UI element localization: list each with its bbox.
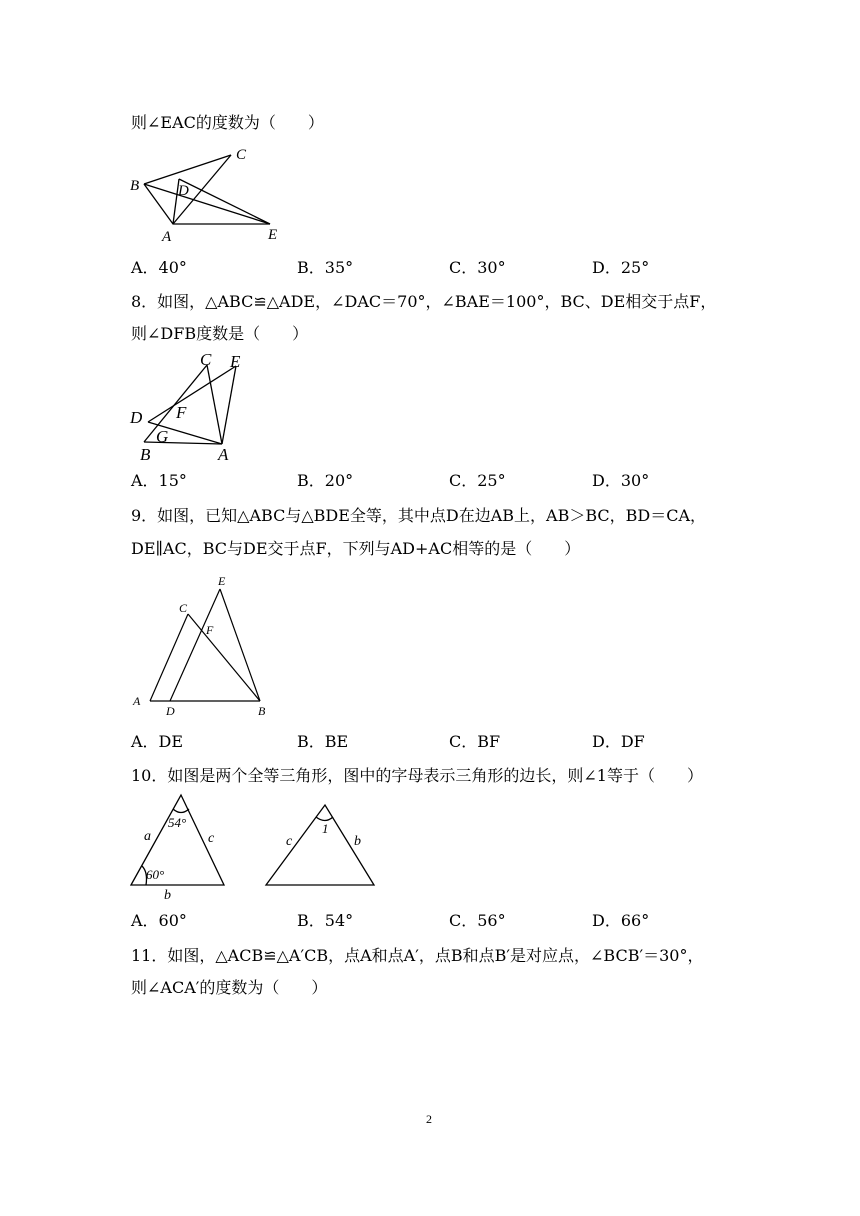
q10-figure-right: [260, 798, 380, 894]
q9-option-c[interactable]: C．BF: [449, 732, 501, 751]
q10-side-c-left: c: [208, 831, 215, 846]
q10-side-a: a: [144, 829, 151, 844]
q10-angle-1: 1: [322, 821, 329, 836]
q10-option-a[interactable]: A．60°: [131, 911, 187, 930]
q8-label-f: F: [176, 403, 187, 422]
q10-figure-left: [128, 790, 238, 906]
q10-option-b[interactable]: B．54°: [297, 911, 354, 930]
q9-stem-line1: 9．如图，已知△ABC与△BDE全等，其中点D在边AB上，AB＞BC，BD＝CA，: [131, 506, 707, 525]
q9-option-a[interactable]: A．DE: [131, 732, 184, 751]
q10-option-d[interactable]: D．66°: [592, 911, 650, 930]
q9-label-a: A: [133, 694, 141, 708]
q8-label-c: C: [200, 350, 212, 369]
q8-label-d: D: [130, 408, 143, 427]
q8-stem-line2: 则∠DFB度数是（ ）: [131, 324, 309, 343]
q9-option-b[interactable]: B．BE: [297, 732, 349, 751]
q9-figure: [128, 570, 276, 722]
q8-label-a: A: [218, 445, 229, 464]
q7-option-a[interactable]: A．40°: [131, 258, 187, 277]
q7-label-d: D: [178, 183, 189, 199]
q9-label-f: F: [206, 623, 214, 637]
page-number: 2: [426, 1112, 432, 1126]
q9-label-b: B: [258, 704, 266, 718]
q10-side-b-left: b: [164, 888, 171, 902]
q7-label-e: E: [268, 227, 278, 243]
q7-label-b: B: [130, 178, 140, 194]
q7-label-a: A: [162, 229, 172, 245]
q7-label-c: C: [236, 147, 247, 163]
q8-option-d[interactable]: D．30°: [592, 471, 650, 490]
q10-angle-54: 54°: [168, 815, 187, 830]
q9-label-d: D: [166, 704, 175, 718]
q10-side-c-right: c: [286, 834, 293, 849]
q10-angle-60: 60°: [146, 867, 165, 882]
q7-option-c[interactable]: C．30°: [449, 258, 506, 277]
q8-figure: [128, 348, 268, 468]
q11-stem-line2: 则∠ACA′的度数为（ ）: [131, 978, 328, 997]
q7-tail-line: 则∠EAC的度数为（ ）: [131, 113, 324, 132]
q7-option-d[interactable]: D．25°: [592, 258, 650, 277]
q10-stem-line1: 10．如图是两个全等三角形，图中的字母表示三角形的边长，则∠1等于（ ）: [131, 766, 703, 785]
q8-stem-line1: 8．如图，△ABC≌△ADE，∠DAC＝70°，∠BAE＝100°，BC、DE相交于点F，: [131, 292, 717, 311]
q8-label-e: E: [230, 352, 241, 371]
q9-option-d[interactable]: D．DF: [592, 732, 645, 751]
q9-label-e: E: [218, 574, 226, 588]
q7-figure: [128, 145, 288, 249]
q8-option-b[interactable]: B．20°: [297, 471, 354, 490]
q10-side-b-right: b: [354, 834, 361, 849]
q8-option-c[interactable]: C．25°: [449, 471, 506, 490]
q10-option-c[interactable]: C．56°: [449, 911, 506, 930]
q8-label-b: B: [140, 445, 151, 464]
q11-stem-line1: 11．如图，△ACB≌△A′CB，点A和点A′，点B和点B′是对应点，∠BCB′＝30°，: [131, 946, 704, 965]
q8-label-g: G: [156, 427, 169, 446]
q9-label-c: C: [179, 601, 188, 615]
q8-option-a[interactable]: A．15°: [131, 471, 187, 490]
q7-option-b[interactable]: B．35°: [297, 258, 354, 277]
q9-stem-line2: DE∥AC，BC与DE交于点F，下列与AD+AC相等的是（ ）: [131, 539, 581, 558]
